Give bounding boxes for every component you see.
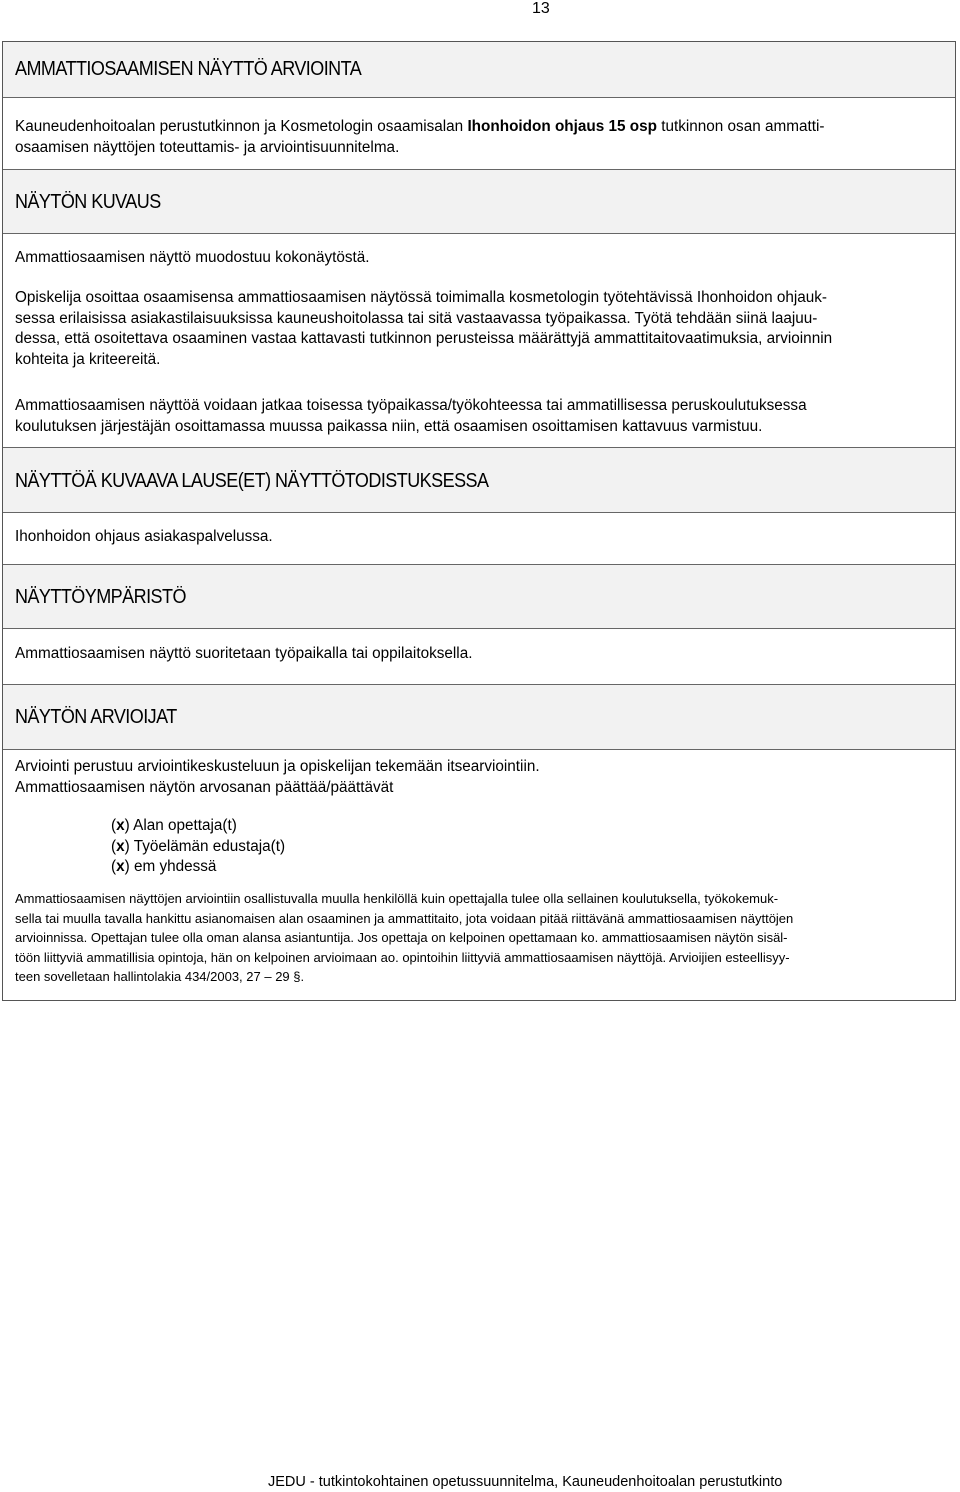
section-header-environment	[3, 564, 955, 629]
description-paragraph-3: Ammattiosaamisen näyttöä voidaan jatkaa toisessa työpaikassa/työkohteessa tai ammatillisessa peruskoulutuksessa koulutuksen järjestäjän osoittamassa muussa paikassa niin, että osaamisen osoittamisen kattavuus varmistuu.	[15, 397, 807, 435]
section-title-environment: NÄYTTÖYMPÄRISTÖ	[15, 586, 186, 608]
section-title-assessment: AMMATTIOSAAMISEN NÄYTTÖ ARVIOINTA	[15, 58, 362, 80]
intro-line-2: osaamisen näyttöjen toteuttamis- ja arviointisuunnitelma.	[15, 138, 400, 156]
module-name: Ihonhoidon ohjaus 15 osp	[467, 118, 657, 135]
assessor-option-teacher: (x) Alan opettaja(t)	[111, 817, 237, 834]
section-header-certificate	[3, 447, 955, 513]
selection-mark: x	[116, 837, 125, 855]
certificate-text: Ihonhoidon ohjaus asiakaspalvelussa.	[15, 528, 273, 545]
environment-text: Ammattiosaamisen näyttö suoritetaan työpaikalla tai oppilaitoksella.	[15, 645, 473, 662]
assessors-text: Arviointi perustuu arviointikeskusteluun ja opiskelijan tekemään itsearviointiin. Ammattiosaamisen näytön arvosanan päättää/päättävät	[15, 758, 540, 796]
selection-mark: x	[116, 817, 125, 834]
section-title-description: NÄYTÖN KUVAUS	[15, 191, 161, 213]
assessor-qualification-note: Ammattiosaamisen näyttöjen arviointiin osallistuvalla muulla henkilöllä kuin opettajalla tulee olla sellainen koulutuksella, työkokemuk- sella tai muulla tavalla hankittu asianomaisen alan osaaminen ja ammattitaito, jota voidaan pitää riittävänä ammattiosaamisen näyttöjen arvioinnissa. Opettajan tulee olla oman alansa asiantuntija. Jos opettaja on kelpoinen opettamaan ko. ammattiosaamisen näytön sisäl- töön liittyviä ammatillisia opintoja, hän on kelpoinen arvioimaan ao. opintoihin liittyviä ammattiosaamisen näyttöjä. Arvioijien esteellisyy- teen sovelletaan hallintolakia 434/2003, 27 – 29 §.	[15, 891, 794, 985]
section-header-description	[3, 169, 955, 234]
section-title-assessors: NÄYTÖN ARVIOIJAT	[15, 706, 177, 728]
page-number: 13	[532, 0, 550, 17]
section-header-assessment	[3, 42, 955, 98]
assessor-options	[111, 816, 285, 878]
description-paragraph-1: Ammattiosaamisen näyttö muodostuu kokonäytöstä.	[15, 249, 370, 266]
assessment-plan-table	[2, 41, 956, 1001]
description-paragraph-2: Opiskelija osoittaa osaamisensa ammattiosaamisen näytössä toimimalla kosmetologin työtehtävissä Ihonhoidon ohjauk- sessa erilaisissa asiakastilaisuuksissa kauneushoitolassa tai sitä vastaavassa työpaikassa. Työtä tehdään siinä laajuu- dessa, että osoitettava osaaminen vastaa kattavasti tutkinnon perusteissa määrättyjä ammattitaitovaatimuksia, arvioinnin kohteita ja kriteereitä.	[15, 289, 833, 368]
page-footer: JEDU - tutkintokohtainen opetussuunnitelma, Kauneudenhoitoalan perustutkinto	[268, 1474, 783, 1490]
assessor-option-workplace: (x) Työelämän edustaja(t)	[111, 837, 286, 855]
section-title-certificate: NÄYTTÖÄ KUVAAVA LAUSE(ET) NÄYTTÖTODISTUKSESSA	[15, 470, 489, 492]
selection-mark: x	[116, 858, 125, 875]
intro-text	[15, 117, 945, 158]
intro-line-1: Kauneudenhoitoalan perustutkinnon ja Kosmetologin osaamisalan Ihonhoidon ohjaus 15 osp tutkinnon osan ammatti-	[15, 118, 825, 135]
assessor-option-together: (x) em yhdessä	[111, 858, 217, 875]
section-header-assessors	[3, 684, 955, 750]
